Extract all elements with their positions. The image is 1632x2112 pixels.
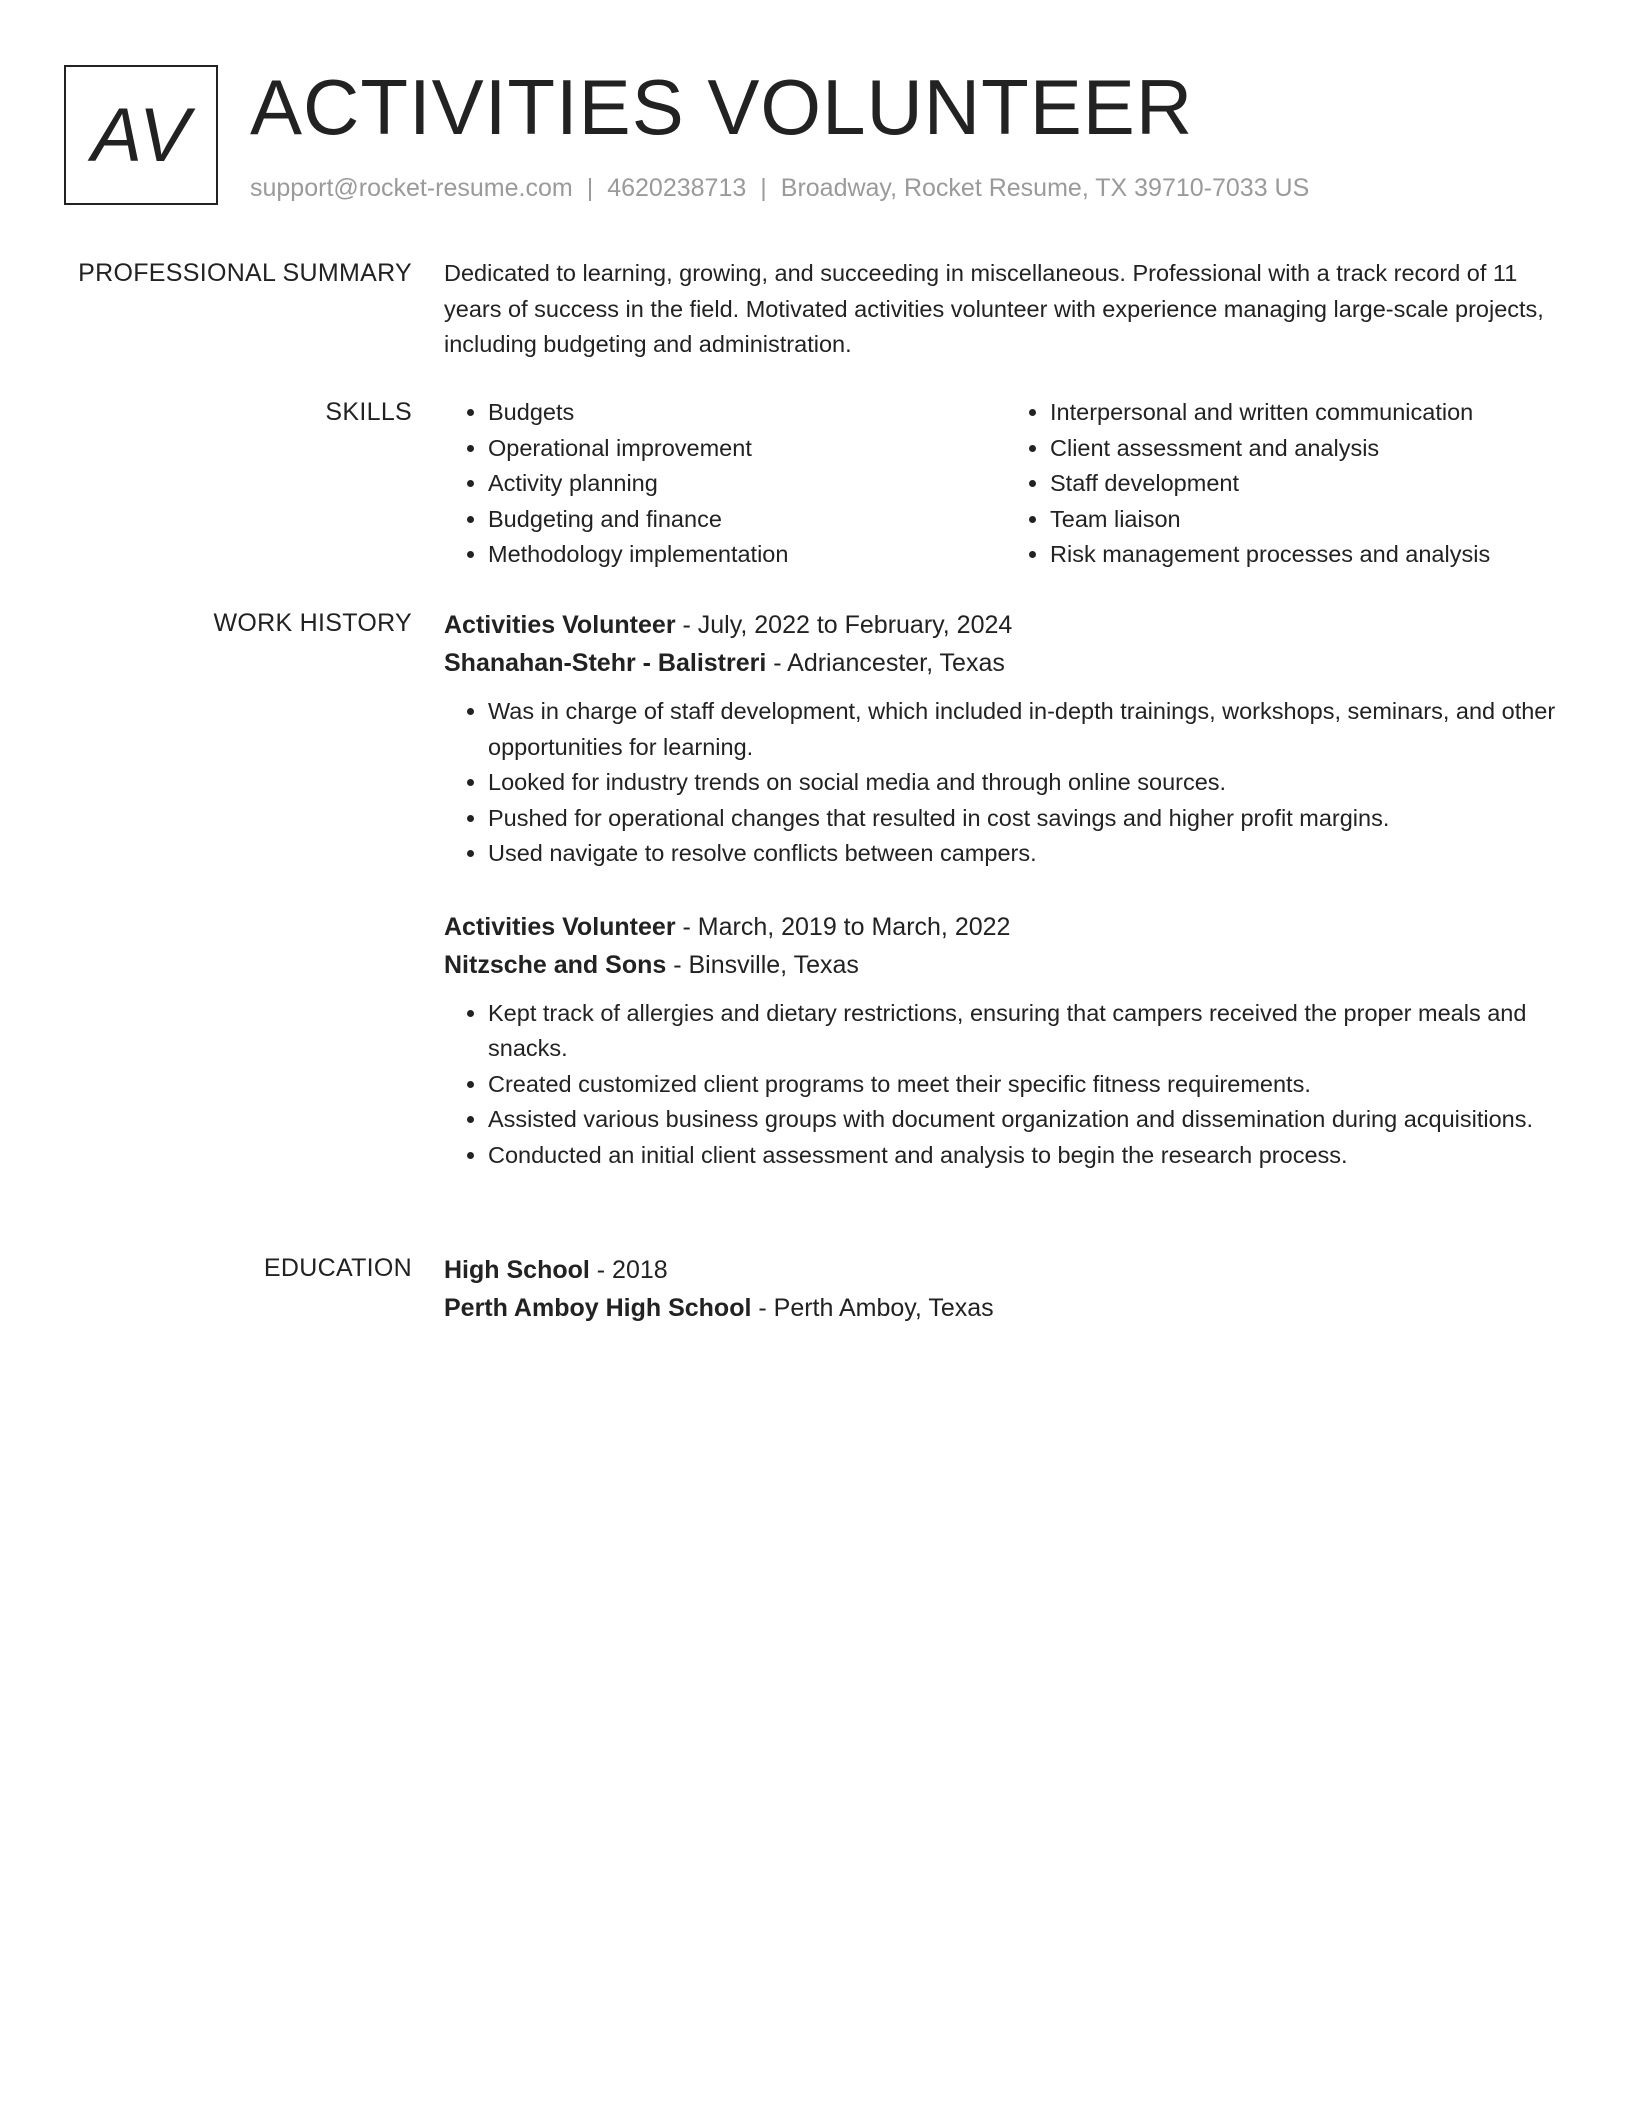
summary-text: Dedicated to learning, growing, and succeeding in miscellaneous. Professional with a track record of 11 years of success in the field. Motivated activities volunteer with experience managing large-scale projects, including budgeting and administration. — [444, 260, 1544, 357]
education-degree: High School — [444, 1256, 590, 1284]
contact-line — [250, 174, 1309, 203]
job-entry — [444, 606, 1568, 872]
job-title: Activities Volunteer — [444, 611, 676, 639]
job-dates: - July, 2022 to February, 2024 — [675, 611, 1013, 639]
skill-item: • Budgets — [488, 395, 1006, 431]
job-title-line — [444, 908, 1568, 946]
monogram-initials: AV — [64, 65, 218, 205]
skills-body — [444, 395, 1568, 573]
job-title: Activities Volunteer — [444, 912, 676, 941]
resume-header — [64, 65, 1568, 210]
education-heading: EDUCATION — [263, 1254, 412, 1282]
skills-list-left — [444, 395, 1006, 573]
contact-phone: 4620238713 — [607, 174, 747, 202]
job-bullet: • Was in charge of staff development, which included in-depth trainings, workshops, seminars, and other opportunities for learning. — [488, 694, 1568, 765]
job-bullet: • Conducted an initial client assessment and analysis to begin the research process. — [488, 1138, 1568, 1174]
education-location: - Perth Amboy, Texas — [751, 1294, 994, 1322]
skill-item: • Risk management processes and analysis — [1050, 537, 1568, 573]
job-bullet: • Kept track of allergies and dietary restrictions, ensuring that campers received the proper meals and snacks. — [488, 996, 1568, 1067]
job-location: - Adriancester, Texas — [766, 649, 1005, 677]
contact-separator: | — [586, 174, 594, 202]
job-location: - Binsville, Texas — [666, 950, 859, 979]
skills-list-right — [1006, 395, 1568, 573]
job-company-line — [444, 946, 1568, 984]
job-company: Shanahan-Stehr - Balistreri — [444, 649, 767, 677]
skill-item: • Operational improvement — [488, 431, 1006, 467]
skill-item: • Budgeting and finance — [488, 502, 1006, 538]
education-degree-line — [444, 1251, 1568, 1289]
job-bullets — [444, 694, 1568, 872]
skill-item: • Client assessment and analysis — [1050, 431, 1568, 467]
skill-item: • Activity planning — [488, 466, 1006, 502]
job-dates: - March, 2019 to March, 2022 — [675, 912, 1011, 941]
skill-item: • Staff development — [1050, 466, 1568, 502]
education-school-line — [444, 1289, 1568, 1327]
candidate-name: ACTIVITIES VOLUNTEER — [250, 63, 1194, 151]
education-body — [444, 1251, 1568, 1327]
work-history-heading: WORK HISTORY — [213, 609, 412, 637]
job-bullet: • Used navigate to resolve conflicts between campers. — [488, 836, 1568, 872]
skill-item: • Interpersonal and written communication — [1050, 395, 1568, 431]
job-bullet: • Pushed for operational changes that resulted in cost savings and higher profit margins. — [488, 801, 1568, 837]
summary-body — [444, 256, 1568, 363]
job-company: Nitzsche and Sons — [444, 950, 667, 979]
contact-email: support@rocket-resume.com — [250, 174, 573, 202]
skill-item: • Methodology implementation — [488, 537, 1006, 573]
education-school: Perth Amboy High School — [444, 1294, 752, 1322]
skills-columns — [444, 395, 1568, 573]
job-bullets — [444, 996, 1568, 1174]
work-history-body — [444, 606, 1568, 1173]
job-bullet: • Looked for industry trends on social media and through online sources. — [488, 765, 1568, 801]
contact-address: Broadway, Rocket Resume, TX 39710-7033 US — [780, 174, 1310, 202]
job-company-line — [444, 644, 1568, 682]
job-title-line — [444, 606, 1568, 644]
job-bullet: • Assisted various business groups with document organization and dissemination during acquisitions. — [488, 1102, 1568, 1138]
job-bullet: • Created customized client programs to meet their specific fitness requirements. — [488, 1067, 1568, 1103]
education-year: - 2018 — [589, 1256, 668, 1284]
skills-heading: SKILLS — [325, 398, 412, 426]
job-entry — [444, 908, 1568, 1174]
contact-separator: | — [760, 174, 767, 202]
skill-item: • Team liaison — [1050, 502, 1568, 538]
summary-heading: PROFESSIONAL SUMMARY — [78, 259, 412, 287]
